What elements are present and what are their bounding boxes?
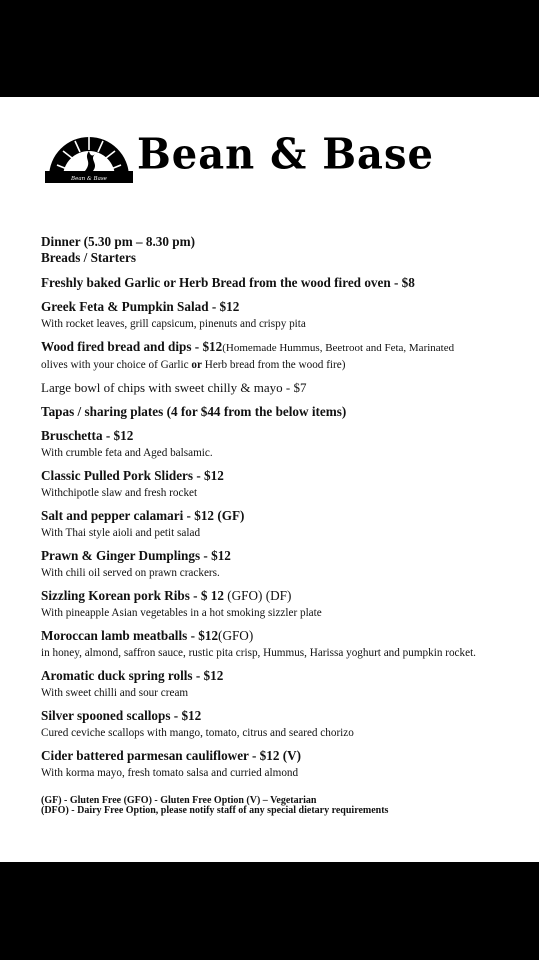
menu-item — [41, 468, 511, 500]
item-desc: With Thai style aioli and petit salad — [41, 527, 201, 539]
dinner-hours: Dinner (5.30 pm – 8.30 pm) — [41, 234, 195, 249]
wood-oven-logo-icon — [45, 127, 133, 183]
dietary-legend — [41, 796, 511, 816]
item-desc: in honey, almond, saffron sauce, rustic pita crisp, Hummus, Harissa yoghurt and pumpkin rocket. — [41, 647, 476, 659]
menu-page — [0, 97, 539, 862]
section-breads-starters: Breads / Starters — [41, 250, 136, 265]
item-title: Salt and pepper calamari - $12 (GF) — [41, 508, 245, 523]
chips-title: Large bowl of chips with sweet chilly & mayo - $7 — [41, 380, 307, 395]
garlic-bread-title: Freshly baked Garlic or Herb Bread from the wood fired oven - $8 — [41, 275, 415, 290]
menu-item — [41, 708, 511, 740]
menu-item — [41, 428, 511, 460]
menu-item — [41, 588, 511, 620]
wood-fired-desc — [41, 358, 511, 372]
menu-item-wood-fired-bread — [41, 339, 511, 372]
item-title: Moroccan lamb meatballs - $12(GFO) — [41, 628, 254, 643]
menu-item-chips — [41, 380, 511, 396]
item-desc: With chili oil served on prawn crackers. — [41, 567, 220, 579]
item-title: Silver spooned scallops - $12 — [41, 708, 202, 723]
wood-fired-title-tail: (Homemade Hummus, Beetroot and Feta, Marinated — [222, 342, 455, 354]
wood-fired-title — [41, 339, 511, 356]
legend-line-2: (DFO) - Dairy Free Option, please notify staff of any special dietary requirements — [41, 805, 389, 816]
menu-item — [41, 508, 511, 540]
brand-name: Bean & Base — [137, 129, 434, 180]
wood-fired-desc-a: olives with your choice of Garlic — [41, 359, 192, 371]
menu-item-greek-feta — [41, 299, 511, 331]
item-desc: With korma mayo, fresh tomato salsa and curried almond — [41, 767, 299, 779]
greek-feta-desc: With rocket leaves, grill capsicum, pinenuts and crispy pita — [41, 318, 306, 330]
item-title: Classic Pulled Pork Sliders - $12 — [41, 468, 224, 483]
wood-fired-desc-or: or — [191, 359, 202, 371]
menu-item — [41, 748, 511, 780]
item-desc: With sweet chilli and sour cream — [41, 687, 189, 699]
greek-feta-title: Greek Feta & Pumpkin Salad - $12 — [41, 299, 240, 314]
item-title: Prawn & Ginger Dumplings - $12 — [41, 548, 231, 563]
tapas-header: Tapas / sharing plates (4 for $44 from the below items) — [41, 404, 347, 419]
legend-line-1: (GF) - Gluten Free (GFO) - Gluten Free Option (V) – Vegetarian — [41, 795, 317, 806]
wood-fired-title-main: Wood fired bread and dips - $12 — [41, 339, 223, 354]
item-desc: Withchipotle slaw and fresh rocket — [41, 487, 198, 499]
item-title: Cider battered parmesan cauliflower - $12 (V) — [41, 748, 302, 763]
item-desc: Cured ceviche scallops with mango, tomato, citrus and seared chorizo — [41, 727, 354, 739]
menu-item — [41, 628, 511, 660]
logo — [45, 127, 434, 185]
menu-content — [41, 234, 511, 816]
item-desc: With pineapple Asian vegetables in a hot smoking sizzler plate — [41, 607, 322, 619]
wood-fired-desc-b: Herb bread from the wood fire) — [201, 359, 346, 371]
section-tapas — [41, 404, 511, 420]
logo-small-text: Bean & Base — [71, 176, 107, 182]
menu-item — [41, 668, 511, 700]
item-desc: With crumble feta and Aged balsamic. — [41, 447, 213, 459]
item-title: Bruschetta - $12 — [41, 428, 134, 443]
menu-item-garlic-bread — [41, 275, 511, 291]
item-title: Sizzling Korean pork Ribs - $ 12 (GFO) (DF) — [41, 588, 292, 603]
menu-item — [41, 548, 511, 580]
item-title: Aromatic duck spring rolls - $12 — [41, 668, 224, 683]
